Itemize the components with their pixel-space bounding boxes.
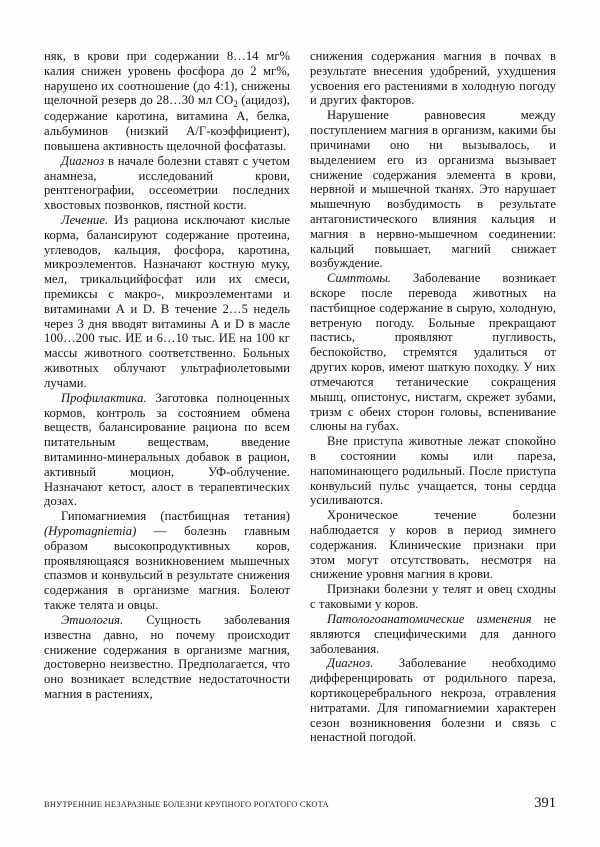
body-text: Нарушение равновесия между поступлением магния в организм, какими бы причинами оно ни вызывалось, и выделением его из организма вызывает снижение содержания элемента в крови, нервной и мышечной тканях. Это нарушает мышечную возбудимость в результате антагонистического влияния кальция и магния в нервно-мышечном соединении: кальций повышает, магний снижает возбуждение. [310, 108, 556, 271]
italic-lead-in: Лечение. [61, 212, 109, 227]
paragraph [310, 656, 556, 745]
paragraph [310, 271, 556, 434]
body-text: Хроническое течение болезни наблюдается у коров в период зимнего содержания. Клинические признаки при этом могут отсутствовать, несмотря на снижение уровня магния в крови. [310, 508, 556, 582]
running-head: ВНУТРЕННИЕ НЕЗАРАЗНЫЕ БОЛЕЗНИ КРУПНОГО РОГАТОГО СКОТА [44, 800, 329, 809]
body-text: Вне приступа животные лежат спокойно в состоянии комы или пареза, напоминающего родильный. После приступа конвульсий пульс учащается, тоны сердца усиливаются. [310, 434, 556, 508]
body-text: Заболевание необходимо дифференцировать от родильного пареза, кортикоцеребрального некроза, отравления нитратами. Для гипомагниемии характерен сезон возникновения болезни и связь с ненастной погодой. [310, 656, 556, 745]
page-content [44, 49, 556, 773]
section-heading-term: Гипомагниемия [61, 509, 147, 524]
text-column-left [44, 49, 290, 773]
paragraph [44, 509, 290, 613]
paragraph [44, 613, 290, 702]
paragraph [44, 213, 290, 391]
paragraph [310, 612, 556, 656]
paragraph [310, 582, 556, 612]
paragraph [310, 434, 556, 508]
italic-lead-in: Патологоанатомические изменения [327, 611, 532, 626]
paragraph [310, 49, 556, 108]
body-text: (ацидоз), содержание каротина, витамина А, белка, альбуминов (низкий А/Г-коэффициент), повышена активность щелочной фосфатазы. [44, 93, 290, 153]
subscript-text: 2 [233, 99, 238, 110]
italic-lead-in: Симптомы. [327, 271, 392, 286]
paragraph [310, 508, 556, 582]
body-text: няк, в крови при содержании 8…14 мг% калия снижен уровень фосфора до 2 мг%, нарушено их соотношение (до 4:1), снижены щелочной резерв до 28…30 мл CO [44, 49, 290, 108]
latin-term: (Hypomagniemia) [44, 524, 137, 538]
italic-lead-in: Диагноз. [327, 656, 374, 671]
page-footer [44, 795, 556, 812]
body-text: Заготовка полноценных кормов, контроль за состоянием обмена веществ, балансирование рациона по всем питательным веществам, введение витаминно-минеральных добавок в рацион, активный моцион, УФ-облучение. Назначают кетост, алост в терапевтических дозах. [44, 390, 290, 509]
body-text: Признаки болезни у телят и овец сходны с таковыми у коров. [310, 582, 556, 612]
body-text: — болезнь главным образом высокопродуктивных коров, проявляющаяся возникновением мышечных спазмов и конвульсий в результате снижения содержания в организме магния. Болеют также телята и овцы. [44, 524, 290, 613]
body-text: Сущность заболевания известна давно, но почему происходит снижение содержания в организме магния, достоверно неизвестно. Предполагается, что оно возникает вследствие недостаточности магния в растениях, [44, 612, 290, 701]
paragraph [310, 108, 556, 271]
paragraph [44, 391, 290, 510]
italic-lead-in: Этиология. [61, 612, 124, 627]
page-number: 391 [534, 795, 556, 811]
body-text: Заболевание возникает вскоре после перевода животных на пастбищное содержание в сырую, холодную, ветреную погоду. Больные прекращают пастись, проявляют пугливость, беспокойство, стремятся удалиться от других коров, имеют шаткую походку. У них отмечаются тетанические сокращения мышц, опистонус, нистагм, скрежет зубами, тризм с обеих сторон головы, вспенивание слюны на губах. [310, 271, 556, 434]
body-text: в начале болезни ставят с учетом анамнеза, исследований крови, рентгенографии, оссеометрии последних хвостовых позвонков, пястной кости. [44, 153, 290, 213]
paragraph [44, 154, 290, 213]
italic-lead-in: Диагноз [61, 153, 105, 168]
body-text: (пастбищная тетания) [146, 509, 290, 524]
body-text: снижения содержания магния в почвах в результате внесения удобрений, ухудшения усвоения его растениями в холодную погоду и других факторов. [310, 49, 556, 108]
italic-lead-in: Профилактика. [61, 390, 147, 405]
paragraph [44, 49, 290, 154]
body-text: не являются специфическими для данного заболевания. [310, 611, 556, 656]
text-column-right [310, 49, 556, 773]
body-text: Из рациона исключают кислые корма, балансируют содержание протеина, углеводов, кальция, фосфора, каротина, микроэлементов. Назначают костную муку, мел, трикальцийфосфат или их смеси, премиксы с макро-, микроэлементами и витаминами А и D. В течение 2…5 недель через 3 дня вводят витамины А и D в масле 100…200 тыс. ИЕ и 6…10 тыс. ИЕ на 100 кг массы животного соответственно. Больных животных облучают ультрафиолетовыми лучами. [44, 212, 290, 390]
